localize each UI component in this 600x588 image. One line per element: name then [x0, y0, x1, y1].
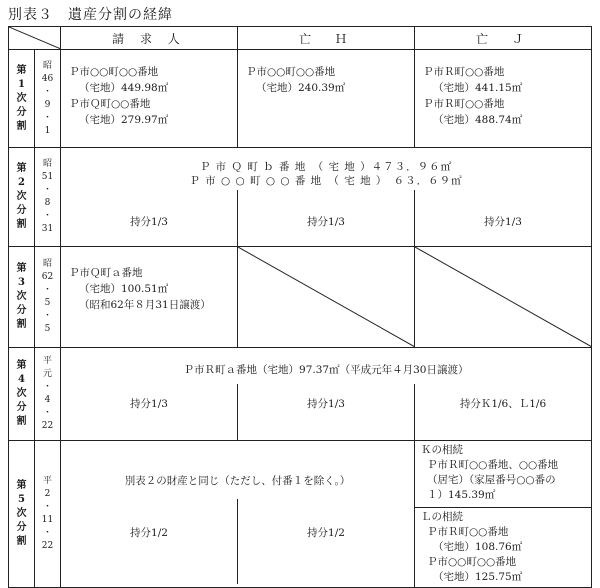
- row-date: 平 元 ・ 4 ・ 22: [35, 348, 61, 441]
- table-row-division-5: [9, 441, 592, 588]
- division-history-table: [8, 26, 592, 588]
- table-row-division-1: [9, 50, 592, 148]
- row-label: 第 1 次 分 割: [9, 50, 35, 148]
- common-cell: [61, 348, 592, 441]
- row-date: 昭 46 ・ 9 ・ 1: [35, 50, 61, 148]
- row-label: 第 5 次 分 割: [9, 441, 35, 588]
- share-claimant: 持分1/2: [130, 527, 168, 539]
- row-date: 昭 62 ・ 5 ・ 5: [35, 247, 61, 348]
- j-cell: [415, 441, 592, 588]
- claimant-cell: Ｐ市Ｑ町ａ番地 （宅地）100.51㎡ （昭和62年８月31日譲渡）: [61, 247, 238, 348]
- header-h: 亡 Ｈ: [238, 27, 415, 50]
- share-j: 持分Ｋ1/6、Ｌ1/6: [459, 398, 547, 410]
- common-cell: Ｐ 市 Ｑ 町 ｂ 番 地 （ 宅 地 ）４７３．９６㎡ Ｐ 市 ○ ○ 町 ○ ○ 番 地 （ 宅 地 ） ６３．６９㎡ 持分1/3 持分1/3 持分1/3: [61, 148, 592, 247]
- row-date: 平 2 ・ 11 ・ 22: [35, 441, 61, 588]
- table-row-division-2: [9, 148, 592, 247]
- share-j: 持分1/3: [484, 216, 522, 228]
- row-label: 第 4 次 分 割: [9, 348, 35, 441]
- common-cell: [61, 441, 415, 588]
- share-h: 持分1/3: [307, 398, 345, 410]
- row-date: 昭 51 ・ 8 ・ 31: [35, 148, 61, 247]
- share-h: 持分1/3: [307, 216, 345, 228]
- h-cell: Ｐ市○○町○○番地 （宅地）240.39㎡: [238, 50, 415, 148]
- j-inheritance-l: Ｌの相続 Ｐ市Ｒ町○○番地 （宅地）108.76㎡ Ｐ市○○町○○番地 （宅地）125.75㎡: [421, 511, 523, 583]
- common-text: 別表２の財産と同じ（ただし、付番１を除く。）: [124, 475, 351, 487]
- h-cell-empty: [238, 247, 415, 348]
- table-row-division-4: [9, 348, 592, 441]
- corner-cell: [9, 27, 61, 50]
- row-label: 第 3 次 分 割: [9, 247, 35, 348]
- share-claimant: 持分1/3: [130, 398, 168, 410]
- page-title: 別表３ 遺産分割の経緯: [8, 7, 173, 23]
- table-row-division-3: [9, 247, 592, 348]
- header-row: [9, 27, 592, 50]
- j-inheritance-k: Ｋの相続 Ｐ市Ｒ町○○番地、○○番地 （居宅）（家屋番号○○番の １）145.39㎡: [415, 441, 591, 508]
- j-cell: Ｐ市Ｒ町○○番地 （宅地）441.15㎡ Ｐ市Ｒ町○○番地 （宅地）488.74㎡: [415, 50, 592, 148]
- j-cell-empty: [415, 247, 592, 348]
- claimant-cell: Ｐ市○○町○○番地 （宅地）449.98㎡ Ｐ市Ｑ町○○番地 （宅地）279.97㎡: [61, 50, 238, 148]
- share-claimant: 持分1/3: [130, 216, 168, 228]
- corner-diagonal: [9, 27, 61, 49]
- header-j: 亡 Ｊ: [415, 27, 592, 50]
- empty-diagonal: [238, 247, 415, 347]
- row-label: 第 2 次 分 割: [9, 148, 35, 247]
- empty-diagonal: [415, 247, 592, 347]
- common-text: Ｐ市Ｒ町ａ番地（宅地）97.37㎡（平成元年４月30日譲渡）: [183, 364, 469, 376]
- share-h: 持分1/2: [307, 527, 345, 539]
- header-claimant: 請 求 人: [61, 27, 238, 50]
